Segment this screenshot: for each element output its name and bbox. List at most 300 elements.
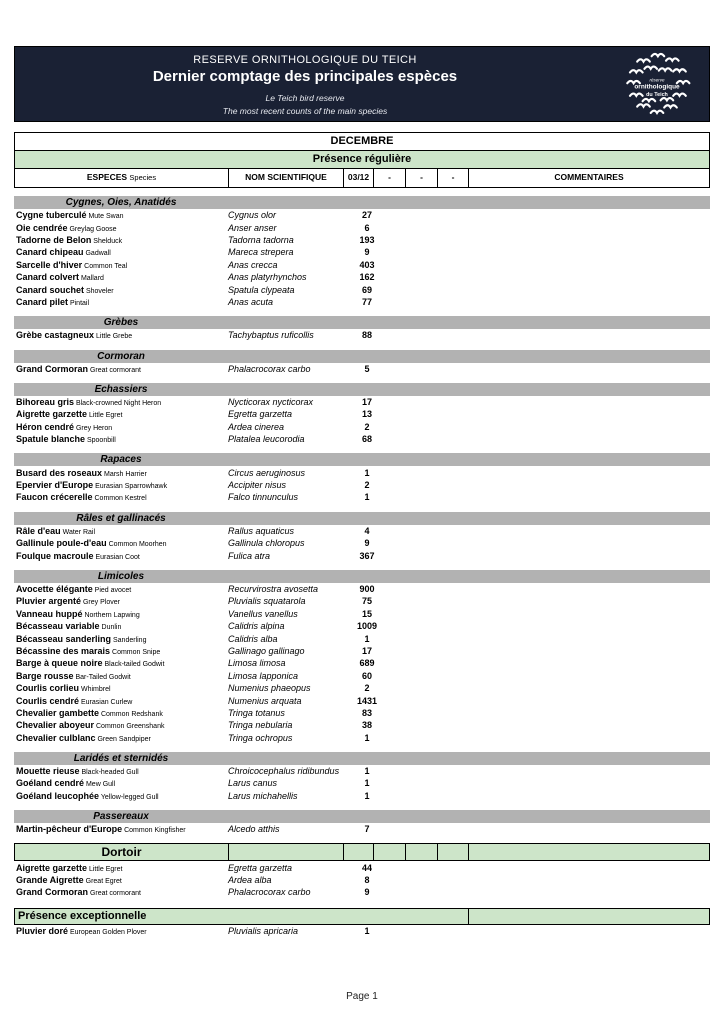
section-header-bar xyxy=(14,570,710,583)
species-row xyxy=(14,732,710,744)
section-header-bar xyxy=(14,316,710,329)
species-name-en: Eurasian Coot xyxy=(93,553,140,561)
species-row xyxy=(14,608,710,620)
scientific-name-cell: Anas crecca xyxy=(228,259,278,270)
species-section xyxy=(14,752,710,802)
species-name-en: Mew Gull xyxy=(84,781,116,789)
species-name-cell xyxy=(14,422,228,432)
species-name-fr: Bécasseau sanderling xyxy=(16,633,112,644)
species-name-cell xyxy=(14,235,228,245)
count-cell: 5 xyxy=(364,363,370,374)
scientific-name-cell: Tadorna tadorna xyxy=(228,234,294,245)
col-commentaires: COMMENTAIRES xyxy=(554,172,624,182)
species-name-en: Great cormorant xyxy=(88,366,141,374)
presence-reguliere-header: Présence régulière xyxy=(15,151,709,169)
scientific-name-cell: Nycticorax nycticorax xyxy=(228,397,314,408)
species-name-fr: Tadorne de Belon xyxy=(16,234,92,245)
species-name-en: Dunlin xyxy=(99,624,122,632)
col-especes xyxy=(15,169,229,187)
scientific-name-cell: Cygnus olor xyxy=(228,210,277,221)
dortoir-empty-cell xyxy=(229,844,344,860)
count-cell: 17 xyxy=(361,397,372,408)
species-name-en: Grey Heron xyxy=(74,424,113,432)
scientific-name-cell: Pluvialis squatarola xyxy=(228,596,306,607)
dortoir-empty-cell xyxy=(374,844,406,860)
species-name-en: Shoveler xyxy=(84,287,114,295)
species-row xyxy=(14,491,710,503)
species-row xyxy=(14,363,710,375)
species-name-en: Eurasian Sparrowhawk xyxy=(93,483,168,491)
dortoir-empty-cell xyxy=(344,844,374,860)
presence-exceptionnelle-section xyxy=(14,908,710,937)
count-cell: 8 xyxy=(364,875,370,886)
species-section xyxy=(14,350,710,375)
scientific-name-cell: Numenius arquata xyxy=(228,695,302,706)
scientific-name-cell: Circus aeruginosus xyxy=(228,467,306,478)
species-name-en: Marsh Harrier xyxy=(102,470,147,478)
species-row xyxy=(14,707,710,719)
species-name-cell xyxy=(14,720,228,730)
species-row xyxy=(14,283,710,295)
species-name-en: Northern Lapwing xyxy=(82,611,140,619)
species-name-cell xyxy=(14,480,228,490)
species-name-fr: Aigrette garzette xyxy=(16,409,88,420)
species-name-fr: Cygne tuberculé xyxy=(16,210,87,221)
species-section xyxy=(14,810,710,835)
species-row xyxy=(14,765,710,777)
species-name-cell xyxy=(14,330,228,340)
species-name-fr: Barge rousse xyxy=(16,670,74,681)
dortoir-section xyxy=(14,843,710,898)
subtitle xyxy=(15,92,595,118)
species-row xyxy=(14,549,710,561)
scientific-name-cell: Limosa limosa xyxy=(228,658,286,669)
species-name-cell xyxy=(14,696,228,706)
species-name-fr: Bécasseau variable xyxy=(16,621,100,632)
species-name-fr: Chevalier gambette xyxy=(16,707,100,718)
count-cell: 9 xyxy=(364,538,370,549)
species-name-fr: Goéland leucophée xyxy=(16,790,100,801)
species-row xyxy=(14,823,710,835)
species-name-cell xyxy=(14,646,228,656)
species-name-fr: Chevalier aboyeur xyxy=(16,720,95,731)
species-name-fr: Bécassine des marais xyxy=(16,645,111,656)
species-name-fr: Grand Cormoran xyxy=(16,363,89,374)
species-name-en: Pied avocet xyxy=(92,587,132,594)
species-name-cell xyxy=(14,596,228,606)
scientific-name-cell: Falco tinnunculus xyxy=(228,492,299,503)
page-title: Dernier comptage des principales espèces xyxy=(152,68,458,85)
species-name-cell xyxy=(14,875,228,885)
scientific-name-cell: Spatula clypeata xyxy=(228,284,295,295)
species-row xyxy=(14,670,710,682)
species-row xyxy=(14,466,710,478)
species-name-cell xyxy=(14,538,228,548)
scientific-name-cell: Larus michahellis xyxy=(228,790,298,801)
scientific-name-cell: Chroicocephalus ridibundus xyxy=(228,766,340,777)
count-cell: 1 xyxy=(364,732,370,743)
dortoir-empty-cell xyxy=(406,844,438,860)
species-name-cell xyxy=(14,397,228,407)
species-name-en: Yellow-legged Gull xyxy=(99,793,159,801)
species-row xyxy=(14,925,710,937)
species-name-cell xyxy=(14,297,228,307)
scientific-name-cell: Calidris alba xyxy=(228,633,278,644)
col-especes-sublabel: Species xyxy=(129,173,157,182)
species-row xyxy=(14,259,710,271)
count-cell: 689 xyxy=(359,658,375,669)
species-name-fr: Martin-pêcheur d'Europe xyxy=(16,824,123,835)
count-cell: 69 xyxy=(361,284,372,295)
species-name-fr: Faucon crécerelle xyxy=(16,492,93,503)
species-row xyxy=(14,246,710,258)
count-cell: 403 xyxy=(359,259,375,270)
species-name-en: Black-headed Gull xyxy=(79,769,139,777)
scientific-name-cell: Ardea cinerea xyxy=(228,421,285,432)
species-name-en: Greylag Goose xyxy=(67,225,117,233)
count-cell: 4 xyxy=(364,525,370,536)
logo-text-ornithologique: ornithologique xyxy=(634,83,680,91)
species-name-cell xyxy=(14,223,228,233)
species-row xyxy=(14,421,710,433)
scientific-name-cell: Limosa lapponica xyxy=(228,670,299,681)
section-header-bar xyxy=(14,453,710,466)
species-name-fr: Chevalier culblanc xyxy=(16,732,96,743)
species-name-en: Grey Plover xyxy=(81,599,120,607)
count-cell: 1 xyxy=(364,633,370,644)
scientific-name-cell: Ardea alba xyxy=(228,875,272,886)
count-cell: 9 xyxy=(364,887,370,898)
species-name-en: Black-crowned Night Heron xyxy=(74,400,162,408)
species-name-en: Great Egret xyxy=(83,878,122,886)
count-cell: 193 xyxy=(359,234,375,245)
species-name-en: Great cormorant xyxy=(88,890,141,898)
species-name-fr: Canard pilet xyxy=(16,296,69,307)
presence-exceptionnelle-empty-cell xyxy=(469,909,709,924)
species-name-cell xyxy=(14,766,228,776)
species-name-fr: Oie cendrée xyxy=(16,222,68,233)
species-name-en: Shelduck xyxy=(91,237,123,245)
species-row xyxy=(14,537,710,549)
species-name-cell xyxy=(14,863,228,873)
banner-text xyxy=(15,54,595,118)
count-cell: 2 xyxy=(364,421,370,432)
scientific-name-cell: Pluvialis apricaria xyxy=(228,925,299,936)
species-name-cell xyxy=(14,584,228,594)
count-cell: 15 xyxy=(361,608,372,619)
species-name-en: Little Grebe xyxy=(94,333,133,341)
species-name-cell xyxy=(14,926,228,936)
species-name-fr: Mouette rieuse xyxy=(16,766,80,777)
species-name-cell xyxy=(14,492,228,502)
count-cell: 900 xyxy=(359,584,375,594)
scientific-name-cell: Calidris alpina xyxy=(228,621,285,632)
species-name-en: Common Teal xyxy=(82,262,128,270)
species-name-cell xyxy=(14,551,228,561)
scientific-name-cell: Phalacrocorax carbo xyxy=(228,887,311,898)
section-header-bar xyxy=(14,512,710,525)
species-name-en: Mallard xyxy=(79,275,104,283)
species-name-fr: Râle d'eau xyxy=(16,525,61,536)
species-name-cell xyxy=(14,434,228,444)
species-name-fr: Epervier d'Europe xyxy=(16,480,94,491)
species-row xyxy=(14,657,710,669)
section-title: Limicoles xyxy=(97,570,145,582)
section-header-bar xyxy=(14,350,710,363)
count-cell: 60 xyxy=(361,670,372,681)
species-row xyxy=(14,874,710,886)
col-nom-scientifique: NOM SCIENTIFIQUE xyxy=(229,169,344,187)
species-name-fr: Foulque macroule xyxy=(16,550,94,561)
species-row xyxy=(14,595,710,607)
species-name-cell xyxy=(14,733,228,743)
species-name-en: Gadwall xyxy=(83,250,111,258)
scientific-name-cell: Platalea leucorodia xyxy=(228,434,305,445)
section-header-bar xyxy=(14,752,710,765)
species-name-cell xyxy=(14,247,228,257)
section-title: Echassiers xyxy=(94,383,148,395)
column-header-row xyxy=(15,169,709,187)
species-name-fr: Courlis corlieu xyxy=(16,683,80,694)
section-title: Râles et gallinacés xyxy=(76,512,166,524)
species-section xyxy=(14,196,710,308)
section-header-bar xyxy=(14,196,710,209)
species-section xyxy=(14,570,710,744)
species-name-fr: Aigrette garzette xyxy=(16,862,88,873)
count-cell: 1 xyxy=(364,778,370,789)
count-cell: 75 xyxy=(361,596,372,607)
scientific-name-cell: Tringa ochropus xyxy=(228,732,293,743)
species-row xyxy=(14,234,710,246)
species-name-fr: Grande Aigrette xyxy=(16,875,84,886)
species-name-en: Pintail xyxy=(68,299,90,307)
count-cell: 7 xyxy=(364,824,370,835)
species-name-cell xyxy=(14,364,228,374)
count-cell: 9 xyxy=(364,247,370,258)
species-name-cell xyxy=(14,708,228,718)
species-section xyxy=(14,316,710,341)
section-title: Cormoran xyxy=(97,350,145,362)
count-cell: 1431 xyxy=(356,695,378,706)
count-cell: 17 xyxy=(361,645,372,656)
section-title: Rapaces xyxy=(100,454,142,466)
section-title: Grèbes xyxy=(103,317,139,329)
species-name-cell xyxy=(14,409,228,419)
species-name-fr: Spatule blanche xyxy=(16,434,86,445)
scientific-name-cell: Anser anser xyxy=(228,222,277,233)
count-cell: 88 xyxy=(361,330,372,341)
count-cell: 162 xyxy=(359,272,375,283)
species-name-en: Bar-Tailed Godwit xyxy=(73,673,131,681)
species-name-en: Black-tailed Godwit xyxy=(102,661,165,669)
section-header-bar xyxy=(14,383,710,396)
col-empty-2: - xyxy=(406,169,438,187)
species-name-en: Mute Swan xyxy=(86,213,124,221)
count-cell: 1 xyxy=(364,925,370,936)
species-row xyxy=(14,719,710,731)
species-name-en: Common Kestrel xyxy=(92,495,147,503)
count-cell: 1 xyxy=(364,492,370,503)
species-row xyxy=(14,645,710,657)
count-cell: 77 xyxy=(361,296,372,307)
scientific-name-cell: Vanellus vanellus xyxy=(228,608,298,619)
logo-text-reserve: réserve xyxy=(649,77,665,83)
count-cell: 2 xyxy=(364,480,370,491)
count-cell: 1009 xyxy=(356,621,378,632)
species-name-fr: Goéland cendré xyxy=(16,778,85,789)
species-name-fr: Canard colvert xyxy=(16,272,80,283)
species-name-en: Common Redshank xyxy=(99,710,163,718)
species-name-cell xyxy=(14,272,228,282)
species-row xyxy=(14,886,710,898)
species-row xyxy=(14,525,710,537)
species-row xyxy=(14,583,710,595)
species-name-fr: Pluvier doré xyxy=(16,925,69,936)
scientific-name-cell: Alcedo atthis xyxy=(228,824,280,835)
count-cell: 27 xyxy=(361,210,372,221)
species-name-fr: Avocette élégante xyxy=(16,584,93,594)
section-header-bar xyxy=(14,810,710,823)
count-cell: 367 xyxy=(359,550,375,561)
species-row xyxy=(14,620,710,632)
count-cell: 2 xyxy=(364,683,370,694)
count-cell: 1 xyxy=(364,766,370,777)
scientific-name-cell: Mareca strepera xyxy=(228,247,294,258)
logo-text-teich: du Teich xyxy=(646,91,668,98)
species-name-cell xyxy=(14,778,228,788)
month-header: DECEMBRE xyxy=(15,133,709,151)
species-row xyxy=(14,408,710,420)
species-section xyxy=(14,383,710,446)
species-row xyxy=(14,777,710,789)
species-name-cell xyxy=(14,210,228,220)
dortoir-title: Dortoir xyxy=(15,844,229,860)
species-section xyxy=(14,512,710,562)
species-name-en: European Golden Plover xyxy=(68,928,147,936)
dortoir-empty-cell xyxy=(469,844,709,860)
species-name-en: Eurasian Curlew xyxy=(79,698,133,706)
scientific-name-cell: Phalacrocorax carbo xyxy=(228,363,311,374)
species-name-cell xyxy=(14,621,228,631)
col-especes-label: ESPECES xyxy=(86,172,128,182)
scientific-name-cell: Egretta garzetta xyxy=(228,409,293,420)
species-name-cell xyxy=(14,526,228,536)
scientific-name-cell: Tachybaptus ruficollis xyxy=(228,330,314,341)
species-name-fr: Gallinule poule-d'eau xyxy=(16,538,107,549)
species-name-fr: Héron cendré xyxy=(16,421,75,432)
species-name-en: Water Rail xyxy=(60,528,96,536)
species-row xyxy=(14,433,710,445)
scientific-name-cell: Tringa totanus xyxy=(228,707,285,718)
organization-name: RESERVE ORNITHOLOGIQUE DU TEICH xyxy=(193,54,417,66)
scientific-name-cell: Anas acuta xyxy=(228,296,274,307)
col-date: 03/12 xyxy=(344,169,374,187)
species-name-en: Spoonbill xyxy=(85,437,116,445)
count-cell: 38 xyxy=(361,720,372,731)
header-banner xyxy=(14,46,710,122)
scientific-name-cell: Fulica atra xyxy=(228,550,271,561)
species-name-en: Sanderling xyxy=(111,636,147,644)
subtitle-line2: The most recent counts of the main species xyxy=(222,106,388,117)
section-title: Laridés et sternidés xyxy=(73,752,169,764)
presence-exceptionnelle-header-row xyxy=(14,908,710,925)
species-row xyxy=(14,209,710,221)
species-name-fr: Courlis cendré xyxy=(16,695,80,706)
scientific-name-cell: Larus canus xyxy=(228,778,278,789)
species-name-fr: Vanneau huppé xyxy=(16,608,83,619)
scientific-name-cell: Anas platyrhynchos xyxy=(228,272,307,283)
col-empty-1: - xyxy=(374,169,406,187)
dortoir-header-row xyxy=(14,843,710,861)
scientific-name-cell: Numenius phaeopus xyxy=(228,683,311,694)
species-name-en: Little Egret xyxy=(87,412,123,420)
species-name-cell xyxy=(14,468,228,478)
col-empty-3: - xyxy=(438,169,469,187)
species-section xyxy=(14,453,710,503)
species-name-en: Little Egret xyxy=(87,865,123,873)
species-name-cell xyxy=(14,791,228,801)
species-row xyxy=(14,682,710,694)
dortoir-empty-cell xyxy=(438,844,469,860)
dortoir-rows xyxy=(14,861,710,898)
section-title: Cygnes, Oies, Anatidés xyxy=(65,197,177,208)
scientific-name-cell: Rallus aquaticus xyxy=(228,525,295,536)
species-row xyxy=(14,396,710,408)
species-row xyxy=(14,861,710,873)
species-name-en: Common Moorhen xyxy=(106,541,167,549)
species-row xyxy=(14,479,710,491)
species-name-cell xyxy=(14,683,228,693)
species-name-fr: Sarcelle d'hiver xyxy=(16,259,83,270)
exceptionnelle-rows xyxy=(14,925,710,937)
species-name-fr: Bihoreau gris xyxy=(16,397,75,408)
species-name-cell xyxy=(14,260,228,270)
species-name-cell xyxy=(14,671,228,681)
count-cell: 13 xyxy=(361,409,372,420)
section-title: Passereaux xyxy=(93,811,149,823)
page-number: Page 1 xyxy=(346,991,378,1002)
species-name-fr: Canard souchet xyxy=(16,284,85,295)
scientific-name-cell: Recurvirostra avosetta xyxy=(228,584,319,594)
scientific-name-cell: Egretta garzetta xyxy=(228,862,293,873)
table-content xyxy=(14,132,710,937)
scientific-name-cell: Accipiter nisus xyxy=(228,480,287,491)
species-row xyxy=(14,632,710,644)
species-name-en: Whimbrel xyxy=(79,686,111,694)
scientific-name-cell: Tringa nebularia xyxy=(228,720,293,731)
bird-reserve-logo-icon xyxy=(621,49,693,121)
presence-exceptionnelle-title: Présence exceptionnelle xyxy=(15,909,469,924)
species-name-en: Common Snipe xyxy=(110,648,161,656)
count-cell: 68 xyxy=(361,434,372,445)
species-name-cell xyxy=(14,658,228,668)
species-row xyxy=(14,790,710,802)
species-name-en: Common Kingfisher xyxy=(122,827,186,835)
species-name-cell xyxy=(14,609,228,619)
species-row xyxy=(14,221,710,233)
species-name-fr: Busard des roseaux xyxy=(16,467,103,478)
species-name-cell xyxy=(14,887,228,897)
species-row xyxy=(14,329,710,341)
species-name-fr: Grand Cormoran xyxy=(16,887,89,898)
count-cell: 1 xyxy=(364,467,370,478)
scientific-name-cell: Gallinago gallinago xyxy=(228,645,305,656)
count-cell: 6 xyxy=(364,222,370,233)
species-row xyxy=(14,296,710,308)
count-cell: 1 xyxy=(364,790,370,801)
species-row xyxy=(14,694,710,706)
species-name-fr: Barge à queue noire xyxy=(16,658,103,669)
